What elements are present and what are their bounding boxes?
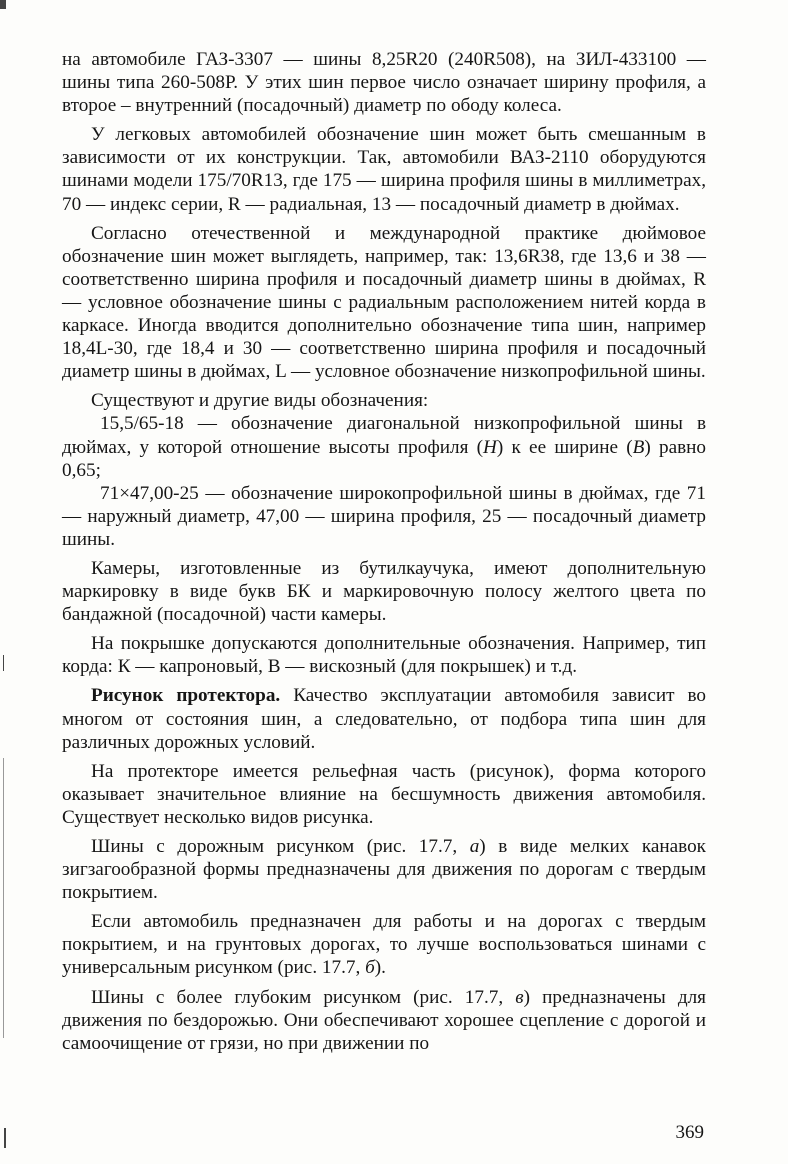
paragraph-gaz-zil-tires: на автомобиле ГАЗ-3307 — шины 8,25R20 (240R508), на ЗИЛ-433100 — шины типа 260-508Р. У этих шин первое число означает ширину профиля, а второе – внутренний (посадочный) диаметр по ободу колеса. [62,49,706,117]
paragraph-wide-profile-tire: 71×47,00-25 — обозначение широкопрофильной шины в дюймах, где 71 — наружный диаметр, 47,00 — ширина профиля, 25 — посадочный диаметр шины. [62,482,706,550]
paragraph-passenger-car-tires: У легковых автомобилей обозначение шин может быть смешанным в зависимости от их конструкции. Так, автомобили ВАЗ-2110 оборудуются шинами модели 175/70R13, где 175 — ширина профиля шины в миллиметрах, 70 — индекс серии, R — радиальная, 13 — посадочный диаметр в дюймах. [62,124,706,215]
figure-ref-a: а [469,836,480,857]
paragraph-universal-pattern [62,910,706,979]
page-body [62,48,706,1061]
paragraph-other-designations: Существуют и другие виды обозначения: [91,390,429,412]
page-number: 369 [675,1122,704,1143]
figure-ref-v: в [515,986,524,1008]
paragraph-offroad-pattern [62,986,706,1055]
scan-artifact-mark [4,1128,6,1148]
paragraph-cord-type: На покрышке допускаются дополнительные обозначения. Например, тип корда: К — капроновый, В — вискозный (для покрышек) и т.д. [62,633,706,678]
scan-artifact-mark [3,655,4,671]
offroad-pattern-text-1: Шины с более глубоким рисунком (рис. 17.7, [91,986,516,1008]
scan-artifact-mark [0,0,6,9]
paragraph-butyl-tubes: Камеры, изготовленные из бутилкаучука, имеют дополнительную маркировку в виде букв БК и маркировочную полосу желтого цвета по бандажной (посадочной) части камеры. [62,557,706,626]
paragraph-diagonal-tire [62,412,706,481]
scan-artifact-mark [3,758,4,1038]
diagonal-tire-text-3: ) равно 0,65; [62,436,707,481]
paragraph-inch-designation: Согласно отечественной и международной практике дюймовое обозначение шин может выглядеть, например, так: 13,6R38, где 13,6 и 38 — соответственно ширина профиля и посадочный диаметр шины в дюймах, R — условное обозначение шины с радиальным расположением нитей корда в каркасе. Иногда вводится дополнительно обозначение типа шин, например 18,4L-30, где 18,4 и 30 — соответственно ширина профиля и посадочный диаметр шины в дюймах, L — условное обозначение низкопрофильной шины. [62,222,706,383]
universal-pattern-text-1: Если автомобиль предназначен для работы и на дорогах с твердым покрытием, и на грунтовых дорогах, то лучше воспользоваться шинами с универсальным рисунком (рис. 17.7, [62,911,706,979]
paragraph-tread-pattern [62,684,706,753]
universal-pattern-text-2: ). [374,957,386,979]
diagonal-tire-text-1: 15,5/65-18 — обозначение диагональной низкопрофильной шины в дюймах, у которой отношение высоты профиля ( [62,413,706,458]
height-symbol: H [483,436,497,458]
road-pattern-text-2: ) в виде мелких канавок зигзагообразной формы предназначены для движения по дорогам с твердым покрытием. [62,836,707,904]
tread-pattern-heading: Рисунок протектора. [91,685,281,707]
width-symbol: B [632,436,645,458]
paragraph-road-pattern [62,835,706,904]
road-pattern-text-1: Шины с дорожным рисунком (рис. 17.7, [91,836,470,857]
offroad-pattern-text-2: ) предназначены для движения по бездорожью. Они обеспечивают хорошее сцепление с дорогой и самоочищение от грязи, но при движении по [62,986,706,1054]
diagonal-tire-text-2: ) к ее ширине ( [496,436,633,458]
tread-pattern-text: Качество эксплуатации автомобиля зависит во многом от состояния шин, а следовательно, от подбора типа шин для различных дорожных условий. [62,685,706,753]
paragraph-tread-relief: На протекторе имеется рельефная часть (рисунок), форма которого оказывает значительное влияние на бесшумность движения автомобиля. Существует несколько видов рисунка. [62,760,706,828]
figure-ref-b: б [365,957,375,979]
